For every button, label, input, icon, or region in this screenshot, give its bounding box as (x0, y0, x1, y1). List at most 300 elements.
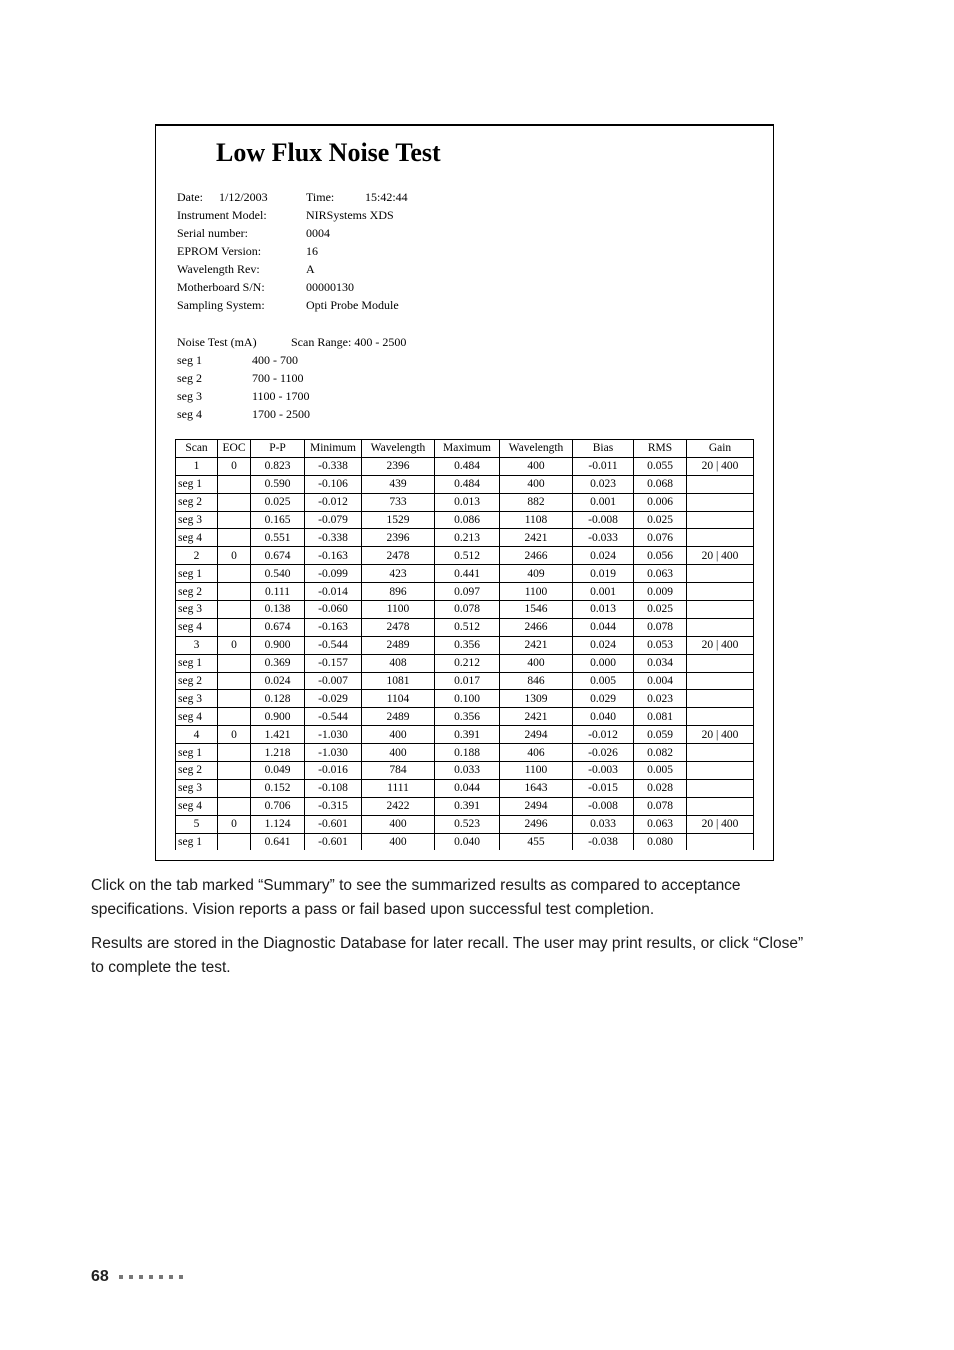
table-cell: 1643 (500, 779, 573, 797)
table-cell: 0.024 (573, 636, 634, 654)
table-cell: -0.012 (573, 726, 634, 744)
info-value: 00000130 (306, 280, 354, 294)
table-cell: 0.081 (634, 708, 687, 726)
table-cell: -1.030 (305, 744, 362, 762)
table-cell (218, 565, 251, 583)
segment-row (177, 387, 477, 405)
table-cell: 0 (218, 636, 251, 654)
table-cell: -0.026 (573, 744, 634, 762)
column-header: Minimum (305, 440, 362, 458)
table-cell (687, 672, 754, 690)
table-cell: 784 (362, 762, 435, 780)
table-header-row (176, 440, 754, 458)
table-cell: 0.029 (573, 690, 634, 708)
table-cell: -0.003 (573, 762, 634, 780)
table-cell: 1546 (500, 601, 573, 619)
table-cell: -0.079 (305, 511, 362, 529)
table-body (176, 457, 754, 850)
table-cell: 0.025 (251, 493, 305, 511)
table-cell: seg 1 (176, 654, 218, 672)
table-cell: 439 (362, 475, 435, 493)
segment-range: 700 - 1100 (252, 371, 304, 385)
table-cell (687, 833, 754, 850)
table-row (176, 529, 754, 547)
table-cell: -0.011 (573, 457, 634, 475)
info-value: 16 (306, 244, 318, 258)
table-cell: 0.540 (251, 565, 305, 583)
table-cell: 1104 (362, 690, 435, 708)
table-cell: 0.005 (634, 762, 687, 780)
table-cell: -0.157 (305, 654, 362, 672)
table-cell: 0.034 (634, 654, 687, 672)
table-cell: -0.012 (305, 493, 362, 511)
table-cell: 0.356 (435, 708, 500, 726)
table-cell: -0.033 (573, 529, 634, 547)
table-cell: 2466 (500, 618, 573, 636)
segment-range: 1100 - 1700 (252, 389, 310, 403)
table-cell: 0.900 (251, 636, 305, 654)
footer-dot (169, 1275, 173, 1279)
table-cell (218, 708, 251, 726)
table-cell (218, 493, 251, 511)
table-cell: -0.015 (573, 779, 634, 797)
table-cell: 2496 (500, 815, 573, 833)
table-row (176, 457, 754, 475)
table-cell: 0.100 (435, 690, 500, 708)
column-header: EOC (218, 440, 251, 458)
table-cell: 0.641 (251, 833, 305, 850)
column-header: Maximum (435, 440, 500, 458)
footer-dot (149, 1275, 153, 1279)
table-cell (687, 779, 754, 797)
table-cell: 2494 (500, 726, 573, 744)
date-label: Date: (177, 190, 203, 204)
table-cell: -0.544 (305, 636, 362, 654)
table-cell: 0.080 (634, 833, 687, 850)
table-cell: 0.013 (573, 601, 634, 619)
table-row (176, 654, 754, 672)
table-cell: 2396 (362, 529, 435, 547)
table-cell: 20 | 400 (687, 457, 754, 475)
column-header: Gain (687, 440, 754, 458)
info-label: Wavelength Rev: (177, 262, 260, 276)
table-cell: 2421 (500, 708, 573, 726)
table-cell: seg 3 (176, 690, 218, 708)
table-row (176, 618, 754, 636)
table-cell: 0.212 (435, 654, 500, 672)
time-label: Time: (306, 190, 335, 204)
table-cell: 0.044 (573, 618, 634, 636)
table-cell (687, 565, 754, 583)
table-cell: 2396 (362, 457, 435, 475)
summary-paragraph: Click on the tab marked “Summary” to see the summarized results as compared to acceptance specifications. Vision reports a pass or fail based upon successful test completion. (91, 877, 741, 918)
info-value: 0004 (306, 226, 330, 240)
table-cell (687, 654, 754, 672)
table-cell: 0.025 (634, 511, 687, 529)
table-cell: 0.523 (435, 815, 500, 833)
time-value: 15:42:44 (365, 190, 408, 204)
table-row (176, 726, 754, 744)
table-cell (218, 475, 251, 493)
column-header: Wavelength (362, 440, 435, 458)
table-cell (218, 601, 251, 619)
table-cell: 0.024 (573, 547, 634, 565)
table-cell: 0.356 (435, 636, 500, 654)
table-cell: 4 (176, 726, 218, 744)
table-cell: 5 (176, 815, 218, 833)
column-header: Scan (176, 440, 218, 458)
table-cell (218, 779, 251, 797)
segment-name: seg 4 (177, 407, 202, 421)
table-cell: 20 | 400 (687, 815, 754, 833)
table-cell: -0.014 (305, 583, 362, 601)
table-cell: -0.016 (305, 762, 362, 780)
table-cell (218, 583, 251, 601)
table-cell: 0.165 (251, 511, 305, 529)
table-cell: seg 3 (176, 779, 218, 797)
table-cell: 0.674 (251, 618, 305, 636)
table-cell: 1100 (500, 583, 573, 601)
table-cell: 0.128 (251, 690, 305, 708)
table-cell: seg 1 (176, 744, 218, 762)
table-cell (218, 744, 251, 762)
table-cell: seg 4 (176, 529, 218, 547)
column-header: Wavelength (500, 440, 573, 458)
table-cell: 400 (500, 457, 573, 475)
table-row (176, 797, 754, 815)
table-cell: -0.601 (305, 815, 362, 833)
table-cell: 0.086 (435, 511, 500, 529)
footer-dot (129, 1275, 133, 1279)
table-cell: 846 (500, 672, 573, 690)
table-cell (687, 475, 754, 493)
column-header: Bias (573, 440, 634, 458)
table-cell (218, 690, 251, 708)
table-cell: 1.124 (251, 815, 305, 833)
noise-results-table (175, 439, 754, 850)
table-cell: 1100 (500, 762, 573, 780)
results-paragraph: Results are stored in the Diagnostic Database for later recall. The user may print results, or click “Close” to complete the test. (91, 935, 804, 976)
footer-dot (119, 1275, 123, 1279)
table-cell (687, 797, 754, 815)
table-cell: 733 (362, 493, 435, 511)
table-cell: -0.029 (305, 690, 362, 708)
table-cell: 0.512 (435, 618, 500, 636)
table-cell: -0.038 (573, 833, 634, 850)
table-row (176, 779, 754, 797)
table-cell: 400 (362, 726, 435, 744)
table-cell (687, 762, 754, 780)
column-header: RMS (634, 440, 687, 458)
table-row (176, 601, 754, 619)
footer-dot (159, 1275, 163, 1279)
table-cell: 0.056 (634, 547, 687, 565)
info-value: NIRSystems XDS (306, 208, 394, 222)
table-cell: 0.213 (435, 529, 500, 547)
table-cell (687, 618, 754, 636)
segment-row (177, 351, 477, 369)
table-cell: seg 4 (176, 797, 218, 815)
table-cell: 0.017 (435, 672, 500, 690)
table-cell: 0.078 (634, 797, 687, 815)
table-cell: 0.111 (251, 583, 305, 601)
table-cell (687, 744, 754, 762)
scan-range-label: Scan Range: 400 - 2500 (291, 335, 407, 349)
segment-range: 1700 - 2500 (252, 407, 310, 421)
table-cell: 400 (362, 833, 435, 850)
table-cell: 0.025 (634, 601, 687, 619)
table-cell: 423 (362, 565, 435, 583)
table-cell: 406 (500, 744, 573, 762)
segment-name: seg 1 (177, 353, 202, 367)
table-cell: 1111 (362, 779, 435, 797)
table-cell: 409 (500, 565, 573, 583)
table-cell: 0.005 (573, 672, 634, 690)
table-cell: 0.391 (435, 726, 500, 744)
info-label: Sampling System: (177, 298, 265, 312)
table-cell: 0.009 (634, 583, 687, 601)
footer-dot (179, 1275, 183, 1279)
table-cell: 20 | 400 (687, 636, 754, 654)
table-cell: 1.218 (251, 744, 305, 762)
table-cell (687, 690, 754, 708)
table-cell: 0.000 (573, 654, 634, 672)
table-cell: -0.338 (305, 457, 362, 475)
table-cell: 0.023 (634, 690, 687, 708)
table-cell: 1108 (500, 511, 573, 529)
table-cell: seg 3 (176, 511, 218, 529)
table-cell (218, 672, 251, 690)
table-cell: 0.369 (251, 654, 305, 672)
table-cell: 0.152 (251, 779, 305, 797)
table-cell: 400 (362, 744, 435, 762)
table-cell: 0 (218, 457, 251, 475)
table-cell: -0.008 (573, 511, 634, 529)
table-cell: -0.601 (305, 833, 362, 850)
table-cell: 0.023 (573, 475, 634, 493)
table-cell: 2478 (362, 618, 435, 636)
table-cell (687, 529, 754, 547)
table-cell: 2 (176, 547, 218, 565)
table-cell: 0.033 (573, 815, 634, 833)
table-cell: 0.097 (435, 583, 500, 601)
table-cell (218, 618, 251, 636)
table-cell (218, 833, 251, 850)
table-cell: 2421 (500, 529, 573, 547)
table-cell: 0.053 (634, 636, 687, 654)
table-cell: 0.078 (634, 618, 687, 636)
table-cell: 0.063 (634, 565, 687, 583)
table-cell: 0.551 (251, 529, 305, 547)
table-cell: seg 2 (176, 583, 218, 601)
column-header: P-P (251, 440, 305, 458)
table-cell: 0.078 (435, 601, 500, 619)
table-cell: 3 (176, 636, 218, 654)
table-cell: -0.338 (305, 529, 362, 547)
table-cell: seg 1 (176, 833, 218, 850)
table-cell: 400 (362, 815, 435, 833)
table-row (176, 762, 754, 780)
noise-test-section (177, 333, 477, 423)
segment-row (177, 405, 477, 423)
table-cell: 0.044 (435, 779, 500, 797)
report-title: Low Flux Noise Test (216, 138, 441, 167)
table-cell: -0.008 (573, 797, 634, 815)
table-cell: 2489 (362, 636, 435, 654)
table-row (176, 636, 754, 654)
table-cell: 0 (218, 726, 251, 744)
table-cell: 0.484 (435, 475, 500, 493)
table-cell: 0.441 (435, 565, 500, 583)
info-value: A (306, 262, 315, 276)
info-label: EPROM Version: (177, 244, 262, 258)
page-number: 68 (91, 1268, 109, 1286)
table-cell: 2422 (362, 797, 435, 815)
table-cell: 2466 (500, 547, 573, 565)
table-row (176, 833, 754, 850)
noise-header-row (177, 333, 477, 351)
table-cell: -0.315 (305, 797, 362, 815)
table-row (176, 583, 754, 601)
info-label: Motherboard S/N: (177, 280, 265, 294)
table-cell: -0.060 (305, 601, 362, 619)
table-cell: 0.004 (634, 672, 687, 690)
table-cell: 0.068 (634, 475, 687, 493)
table-cell: 2478 (362, 547, 435, 565)
footer-dot (139, 1275, 143, 1279)
table-cell: 400 (500, 654, 573, 672)
info-label: Serial number: (177, 226, 248, 240)
table-cell: 0.512 (435, 547, 500, 565)
table-cell (218, 762, 251, 780)
table-row (176, 672, 754, 690)
table-cell: -0.106 (305, 475, 362, 493)
table-cell: 0.049 (251, 762, 305, 780)
table-row (176, 708, 754, 726)
table-cell: 882 (500, 493, 573, 511)
table-cell (687, 493, 754, 511)
table-cell: 0.484 (435, 457, 500, 475)
table-cell: 0.706 (251, 797, 305, 815)
table-cell: 0.013 (435, 493, 500, 511)
table-cell: 0.006 (634, 493, 687, 511)
table-cell: 0.024 (251, 672, 305, 690)
footer-dots (119, 1268, 189, 1286)
table-cell: 0.001 (573, 493, 634, 511)
table-row (176, 565, 754, 583)
table-row (176, 547, 754, 565)
table-cell: 2489 (362, 708, 435, 726)
table-cell: 0.076 (634, 529, 687, 547)
table-cell (218, 797, 251, 815)
table-cell: 0.082 (634, 744, 687, 762)
info-value: Opti Probe Module (306, 298, 399, 312)
table-cell: 1.421 (251, 726, 305, 744)
table-cell: 1100 (362, 601, 435, 619)
table-row (176, 744, 754, 762)
table-cell: 0.188 (435, 744, 500, 762)
table-cell: 20 | 400 (687, 726, 754, 744)
segment-range: 400 - 700 (252, 353, 298, 367)
table-cell: 20 | 400 (687, 547, 754, 565)
table-cell (218, 511, 251, 529)
table-cell: -0.108 (305, 779, 362, 797)
table-row (176, 493, 754, 511)
table-cell: 2421 (500, 636, 573, 654)
table-cell: 0.138 (251, 601, 305, 619)
table-cell: 896 (362, 583, 435, 601)
table-cell: seg 4 (176, 708, 218, 726)
table-cell (687, 708, 754, 726)
table-row (176, 815, 754, 833)
table-cell: 408 (362, 654, 435, 672)
table-cell: seg 2 (176, 672, 218, 690)
page-footer (91, 1268, 189, 1290)
table-cell: 0.391 (435, 797, 500, 815)
table-cell: 2494 (500, 797, 573, 815)
table-cell: 0.028 (634, 779, 687, 797)
report-image (155, 124, 774, 861)
table-cell: seg 1 (176, 565, 218, 583)
table-cell: 0.590 (251, 475, 305, 493)
table-cell: 0.040 (573, 708, 634, 726)
table-cell (218, 529, 251, 547)
table-cell (687, 601, 754, 619)
noise-test-label: Noise Test (mA) (177, 335, 257, 349)
table-cell: 1309 (500, 690, 573, 708)
info-label: Instrument Model: (177, 208, 267, 222)
table-cell: seg 3 (176, 601, 218, 619)
table-cell: -0.163 (305, 547, 362, 565)
table-cell: 0.059 (634, 726, 687, 744)
table-cell: 0 (218, 815, 251, 833)
table-cell: 1529 (362, 511, 435, 529)
table-cell: 0 (218, 547, 251, 565)
table-row (176, 475, 754, 493)
table-cell: 0.055 (634, 457, 687, 475)
table-cell: 0.900 (251, 708, 305, 726)
table-cell: 0.674 (251, 547, 305, 565)
table-cell: 400 (500, 475, 573, 493)
table-cell: 0.823 (251, 457, 305, 475)
table-cell: 1081 (362, 672, 435, 690)
table-row (176, 511, 754, 529)
table-cell: 0.019 (573, 565, 634, 583)
table-cell: -0.163 (305, 618, 362, 636)
table-cell: seg 2 (176, 493, 218, 511)
table-cell: 0.033 (435, 762, 500, 780)
table-cell: 455 (500, 833, 573, 850)
table-cell: seg 2 (176, 762, 218, 780)
table-cell: 1 (176, 457, 218, 475)
table-cell: 0.063 (634, 815, 687, 833)
table-cell: -0.099 (305, 565, 362, 583)
segment-name: seg 3 (177, 389, 202, 403)
table-cell (687, 583, 754, 601)
table-cell: seg 4 (176, 618, 218, 636)
table-cell: seg 1 (176, 475, 218, 493)
table-cell: -0.007 (305, 672, 362, 690)
table-cell: 0.040 (435, 833, 500, 850)
segment-row (177, 369, 477, 387)
table-cell: -1.030 (305, 726, 362, 744)
table-cell (218, 654, 251, 672)
segment-name: seg 2 (177, 371, 202, 385)
table-cell: -0.544 (305, 708, 362, 726)
table-row (176, 690, 754, 708)
table-cell: 0.001 (573, 583, 634, 601)
date-value: 1/12/2003 (219, 190, 268, 204)
